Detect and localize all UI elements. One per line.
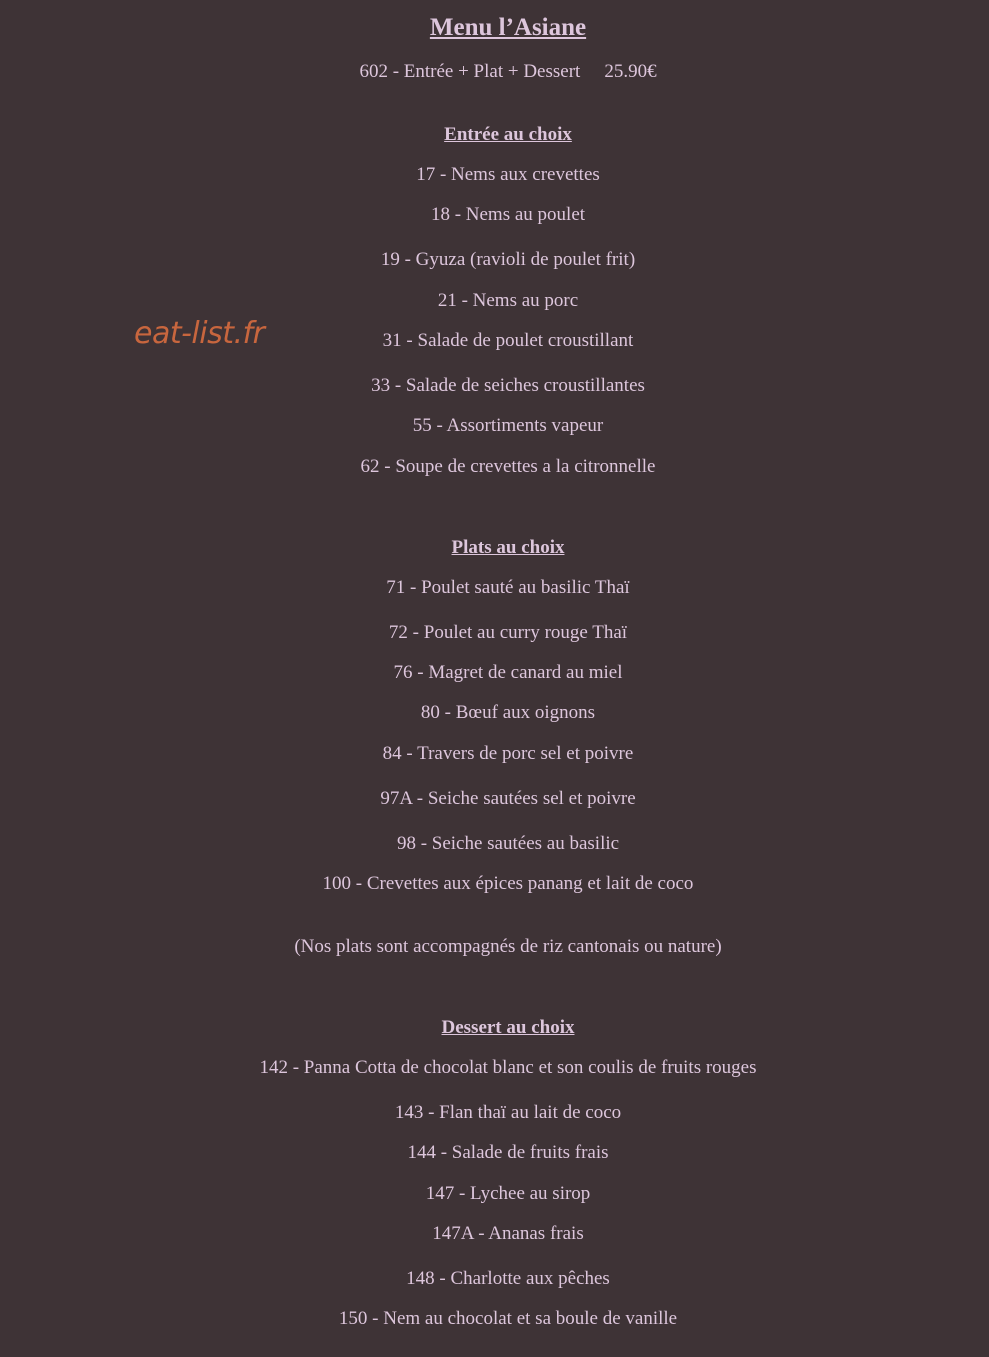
plat-item: 84 - Travers de porc sel et poivre (382, 743, 634, 764)
dessert-item: 147A - Ananas frais (432, 1223, 584, 1244)
formula-line (0, 60, 989, 84)
entree-item: 21 - Nems au porc (437, 290, 579, 311)
entrees-heading: Entrée au choix (444, 124, 572, 145)
entree-item: 31 - Salade de poulet croustillant (382, 330, 634, 351)
plat-item: 98 - Seiche sautées au basilic (396, 833, 620, 854)
dessert-item: 150 - Nem au chocolat et sa boule de vanille (338, 1308, 678, 1329)
entree-item: 18 - Nems au poulet (430, 204, 586, 225)
desserts-heading: Dessert au choix (441, 1017, 575, 1038)
plat-item: 72 - Poulet au curry rouge Thaï (388, 622, 628, 643)
entree-item: 19 - Gyuza (ravioli de poulet frit) (380, 249, 636, 270)
plat-item: 80 - Bœuf aux oignons (420, 702, 596, 723)
plat-item: 71 - Poulet sauté au basilic Thaï (386, 577, 630, 598)
menu-title: Menu l’Asiane (429, 14, 587, 41)
formula-label: 602 - Entrée + Plat + Dessert (359, 61, 581, 82)
plats-note: (Nos plats sont accompagnés de riz cantonais ou nature) (294, 936, 722, 957)
dessert-item: 142 - Panna Cotta de chocolat blanc et son coulis de fruits rouges (259, 1057, 757, 1078)
plats-heading: Plats au choix (451, 537, 565, 558)
entree-item: 55 - Assortiments vapeur (412, 415, 604, 436)
plat-item: 97A - Seiche sautées sel et poivre (380, 788, 636, 809)
plat-item: 76 - Magret de canard au miel (393, 662, 623, 683)
dessert-item: 143 - Flan thaï au lait de coco (394, 1102, 622, 1123)
entree-item: 17 - Nems aux crevettes (416, 164, 600, 185)
watermark-text: eat-list.fr (134, 316, 265, 351)
entree-item: 33 - Salade de seiches croustillantes (371, 375, 645, 396)
dessert-item: 148 - Charlotte aux pêches (406, 1268, 610, 1289)
plat-item: 100 - Crevettes aux épices panang et lait de coco (322, 873, 694, 894)
dessert-item: 147 - Lychee au sirop (425, 1183, 591, 1204)
formula-price: 25.90€ (604, 61, 657, 82)
dessert-item: 144 - Salade de fruits frais (407, 1142, 609, 1163)
entree-item: 62 - Soupe de crevettes a la citronnelle (360, 456, 656, 477)
